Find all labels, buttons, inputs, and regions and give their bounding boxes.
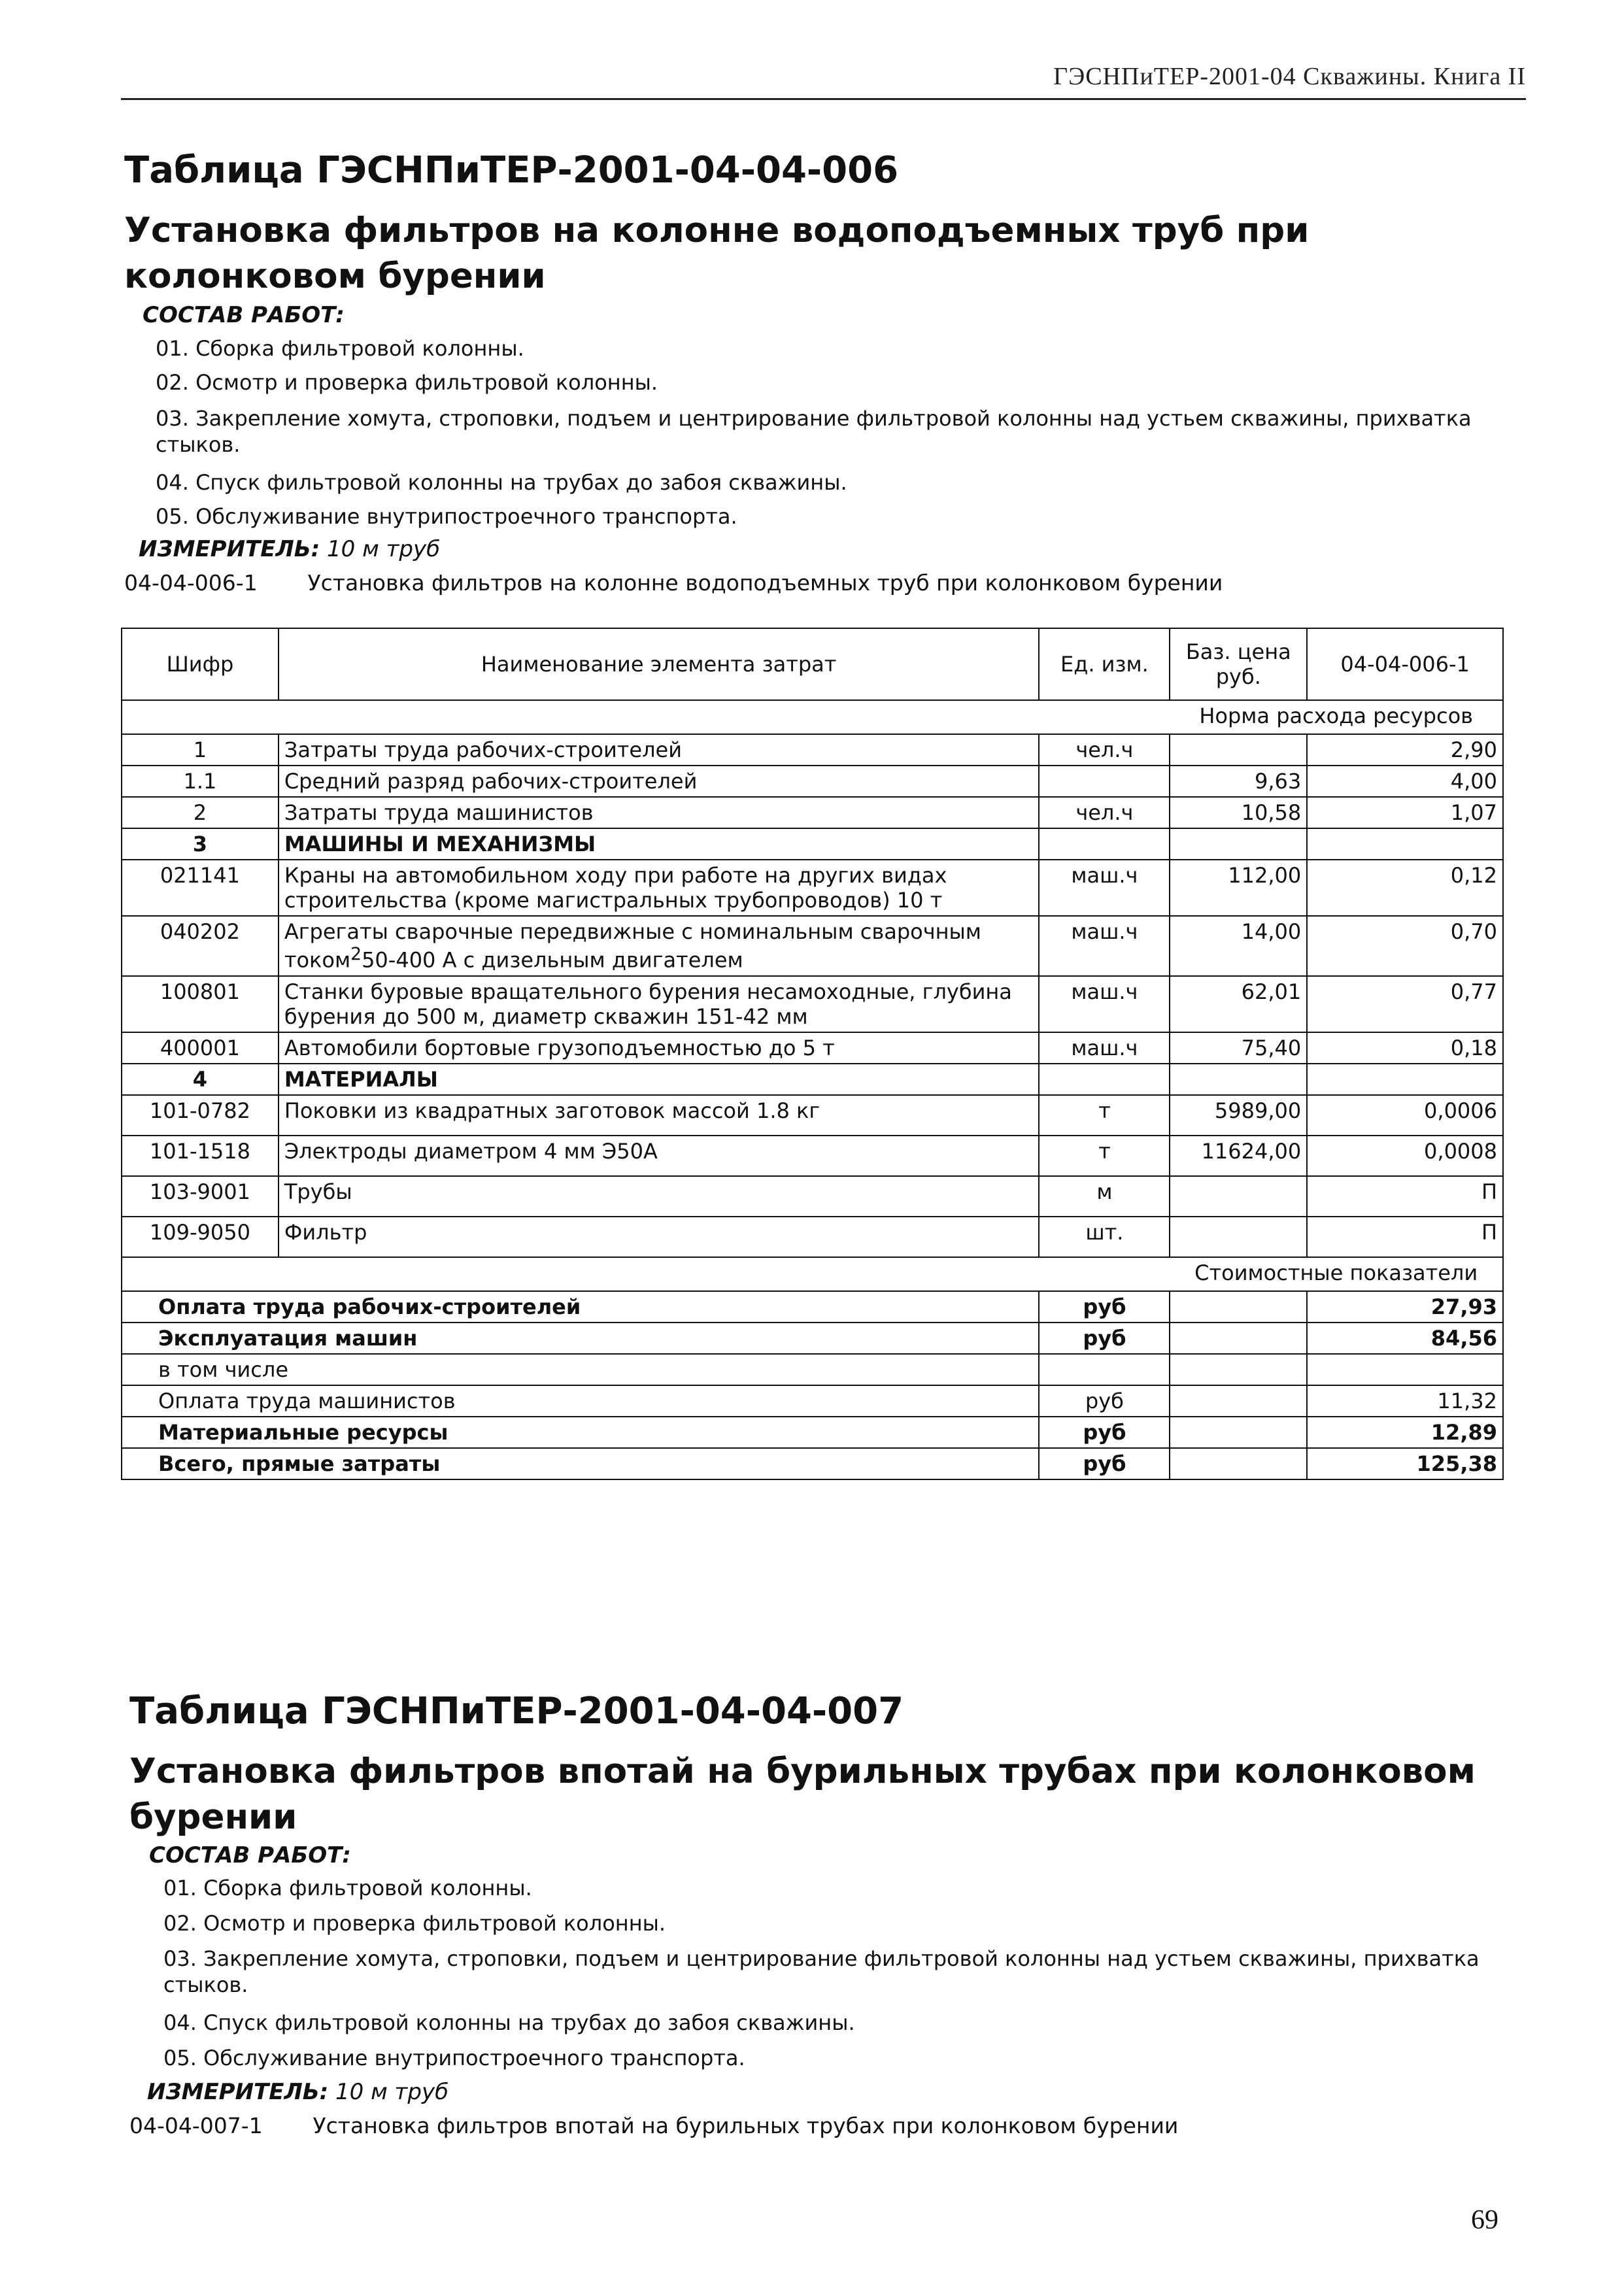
- row-name: МАШИНЫ И МЕХАНИЗМЫ: [279, 828, 1040, 860]
- group-header-row: [122, 1064, 1503, 1095]
- table2-works-label: СОСТАВ РАБОТ:: [149, 1842, 351, 1868]
- row-unit: [1039, 766, 1170, 797]
- row-code: 101-1518: [122, 1136, 279, 1176]
- table-row: [122, 860, 1503, 916]
- row-value: 4,00: [1307, 766, 1503, 797]
- row-code: 103-9001: [122, 1176, 279, 1217]
- norm-caption: Норма расхода ресурсов: [1170, 700, 1503, 734]
- row-code: 021141: [122, 860, 279, 916]
- table-row: [122, 916, 1503, 976]
- row-name: МАТЕРИАЛЫ: [279, 1064, 1040, 1095]
- summary-label: Всего, прямые затраты: [122, 1448, 1039, 1479]
- row-unit: чел.ч: [1039, 797, 1170, 828]
- row-name: Средний разряд рабочих-строителей: [279, 766, 1040, 797]
- row-price: 62,01: [1170, 976, 1307, 1032]
- norm-caption-row: [122, 700, 1503, 734]
- table2-work-item: 04. Спуск фильтровой колонны на трубах до забоя скважины.: [163, 2010, 855, 2035]
- table-row: [122, 976, 1503, 1032]
- row-name: Затраты труда машинистов: [279, 797, 1040, 828]
- row-name-part: 50-400 А с дизельным двигателем: [362, 947, 743, 973]
- row-price: 75,40: [1170, 1032, 1307, 1064]
- cost-caption-row: [122, 1257, 1503, 1291]
- table1-measure: [139, 536, 440, 562]
- row-unit: т: [1039, 1095, 1170, 1136]
- table-row: [122, 734, 1503, 766]
- row-unit: м: [1039, 1176, 1170, 1217]
- table-row: [122, 1095, 1503, 1136]
- row-code: 040202: [122, 916, 279, 976]
- table2-code-desc: Установка фильтров впотай на бурильных трубах при колонковом бурении: [313, 2113, 1179, 2138]
- table2-code-row: [129, 2113, 1178, 2138]
- summary-value: 11,32: [1307, 1385, 1503, 1417]
- table1-work-item: 05. Обслуживание внутрипостроечного транспорта.: [156, 504, 737, 529]
- summary-unit: руб: [1039, 1291, 1170, 1323]
- cost-caption: Стоимостные показатели: [1170, 1257, 1503, 1291]
- summary-row: [122, 1448, 1503, 1479]
- col-header-price: Баз. цена руб.: [1170, 628, 1307, 700]
- row-price: [1170, 734, 1307, 766]
- table1-code-desc: Установка фильтров на колонне водоподъемных труб при колонковом бурении: [307, 570, 1223, 596]
- row-code: 101-0782: [122, 1095, 279, 1136]
- summary-label: Материальные ресурсы: [122, 1417, 1039, 1448]
- row-price: [1170, 1176, 1307, 1217]
- table-row: [122, 1176, 1503, 1217]
- table-row: [122, 766, 1503, 797]
- summary-label: Оплата труда машинистов: [122, 1385, 1039, 1417]
- row-price: 9,63: [1170, 766, 1307, 797]
- row-unit: маш.ч: [1039, 860, 1170, 916]
- summary-unit: руб: [1039, 1385, 1170, 1417]
- table2-title: Таблица ГЭСНПиТЕР-2001-04-04-007: [129, 1690, 904, 1732]
- row-name-part: Агрегаты сварочные передвижные с номинальным сварочным током: [284, 919, 981, 973]
- row-name: Станки буровые вращательного бурения несамоходные, глубина бурения до 500 м, диаметр скважин 151-42 мм: [279, 976, 1040, 1032]
- row-code: 100801: [122, 976, 279, 1032]
- row-value: 0,77: [1307, 976, 1503, 1032]
- table1-work-item: 03. Закрепление хомута, строповки, подъем и центрирование фильтровой колонны над устьем скважины, прихватка стыков.: [156, 406, 1472, 457]
- table2-work-item: 02. Осмотр и проверка фильтровой колонны.: [163, 1911, 666, 1936]
- summary-row: [122, 1385, 1503, 1417]
- running-header: ГЭСНПиТЕР-2001-04 Скважины. Книга II: [1053, 63, 1526, 90]
- norm-table: [121, 628, 1504, 1480]
- table1-code-row: [124, 570, 1223, 596]
- table1-title: Таблица ГЭСНПиТЕР-2001-04-04-006: [124, 149, 899, 192]
- row-name: Затраты труда рабочих-строителей: [279, 734, 1040, 766]
- row-code: 2: [122, 797, 279, 828]
- table-row: [122, 1032, 1503, 1064]
- summary-unit: руб: [1039, 1448, 1170, 1479]
- row-name: Автомобили бортовые грузоподъемностью до 5 т: [279, 1032, 1040, 1064]
- summary-row: [122, 1323, 1503, 1354]
- header-rule: [121, 98, 1526, 100]
- summary-label: Эксплуатация машин: [122, 1323, 1039, 1354]
- row-unit: шт.: [1039, 1217, 1170, 1257]
- col-header-unit: Ед. изм.: [1039, 628, 1170, 700]
- row-unit: чел.ч: [1039, 734, 1170, 766]
- row-name: [279, 916, 1040, 976]
- row-value: П: [1307, 1217, 1503, 1257]
- summary-value: 125,38: [1307, 1448, 1503, 1479]
- row-unit: т: [1039, 1136, 1170, 1176]
- col-header-name: Наименование элемента затрат: [279, 628, 1040, 700]
- table2-code: 04-04-007-1: [129, 2113, 263, 2138]
- row-name: Поковки из квадратных заготовок массой 1.8 кг: [279, 1095, 1040, 1136]
- summary-value: 84,56: [1307, 1323, 1503, 1354]
- table2-work-item: 01. Сборка фильтровой колонны.: [163, 1876, 532, 1900]
- summary-row: [122, 1354, 1503, 1385]
- row-unit: маш.ч: [1039, 916, 1170, 976]
- row-name: Фильтр: [279, 1217, 1040, 1257]
- table1-works-label: СОСТАВ РАБОТ:: [143, 302, 345, 328]
- table2-measure-value: 10 м труб: [335, 2079, 449, 2105]
- row-code: 3: [122, 828, 279, 860]
- row-name: Краны на автомобильном ходу при работе на других видах строительства (кроме магистральных трубопроводов) 10 т: [279, 860, 1040, 916]
- table2-measure: [147, 2079, 448, 2105]
- table2-subtitle: Установка фильтров впотай на бурильных трубах при колонковом бурении: [129, 1751, 1476, 1837]
- row-value: П: [1307, 1176, 1503, 1217]
- row-code: 109-9050: [122, 1217, 279, 1257]
- row-name: Электроды диаметром 4 мм Э50А: [279, 1136, 1040, 1176]
- row-price: 5989,00: [1170, 1095, 1307, 1136]
- row-code: 4: [122, 1064, 279, 1095]
- row-code: 1: [122, 734, 279, 766]
- row-price: 112,00: [1170, 860, 1307, 916]
- col-header-norm: 04-04-006-1: [1307, 628, 1503, 700]
- table2-work-item: 05. Обслуживание внутрипостроечного транспорта.: [163, 2046, 745, 2070]
- row-price: 14,00: [1170, 916, 1307, 976]
- table-row: [122, 797, 1503, 828]
- table-row: [122, 1136, 1503, 1176]
- table1-subtitle: Установка фильтров на колонне водоподъемных труб при колонковом бурении: [124, 211, 1310, 296]
- table1-work-item: 01. Сборка фильтровой колонны.: [156, 336, 524, 361]
- row-price: [1170, 1217, 1307, 1257]
- table1-work-item: 04. Спуск фильтровой колонны на трубах до забоя скважины.: [156, 470, 847, 495]
- summary-row: [122, 1291, 1503, 1323]
- row-value: 0,18: [1307, 1032, 1503, 1064]
- col-header-code: Шифр: [122, 628, 279, 700]
- row-value: 0,12: [1307, 860, 1503, 916]
- row-unit: маш.ч: [1039, 976, 1170, 1032]
- summary-row: [122, 1417, 1503, 1448]
- row-code: 1.1: [122, 766, 279, 797]
- summary-label: Оплата труда рабочих-строителей: [122, 1291, 1039, 1323]
- table2-measure-label: ИЗМЕРИТЕЛЬ:: [147, 2079, 329, 2105]
- row-value: 0,70: [1307, 916, 1503, 976]
- row-value: 1,07: [1307, 797, 1503, 828]
- summary-unit: руб: [1039, 1417, 1170, 1448]
- table2-work-item: 03. Закрепление хомута, строповки, подъем и центрирование фильтровой колонны над устьем скважины, прихватка стыков.: [163, 1946, 1480, 1997]
- row-unit: маш.ч: [1039, 1032, 1170, 1064]
- table1-measure-value: 10 м труб: [327, 536, 441, 562]
- summary-unit: руб: [1039, 1323, 1170, 1354]
- summary-value: 12,89: [1307, 1417, 1503, 1448]
- row-value: 2,90: [1307, 734, 1503, 766]
- table1-measure-label: ИЗМЕРИТЕЛЬ:: [139, 536, 320, 562]
- table-row: [122, 1217, 1503, 1257]
- row-price: 11624,00: [1170, 1136, 1307, 1176]
- row-value: 0,0008: [1307, 1136, 1503, 1176]
- group-header-row: [122, 828, 1503, 860]
- table-header-row: [122, 628, 1503, 700]
- row-code: 400001: [122, 1032, 279, 1064]
- row-name-sup: 2: [350, 944, 362, 964]
- table1-code: 04-04-006-1: [124, 570, 258, 596]
- page-number: 69: [1471, 2205, 1498, 2235]
- table1-work-item: 02. Осмотр и проверка фильтровой колонны.: [156, 370, 658, 395]
- row-name: Трубы: [279, 1176, 1040, 1217]
- row-price: 10,58: [1170, 797, 1307, 828]
- row-value: 0,0006: [1307, 1095, 1503, 1136]
- summary-value: 27,93: [1307, 1291, 1503, 1323]
- summary-label: в том числе: [122, 1354, 1039, 1385]
